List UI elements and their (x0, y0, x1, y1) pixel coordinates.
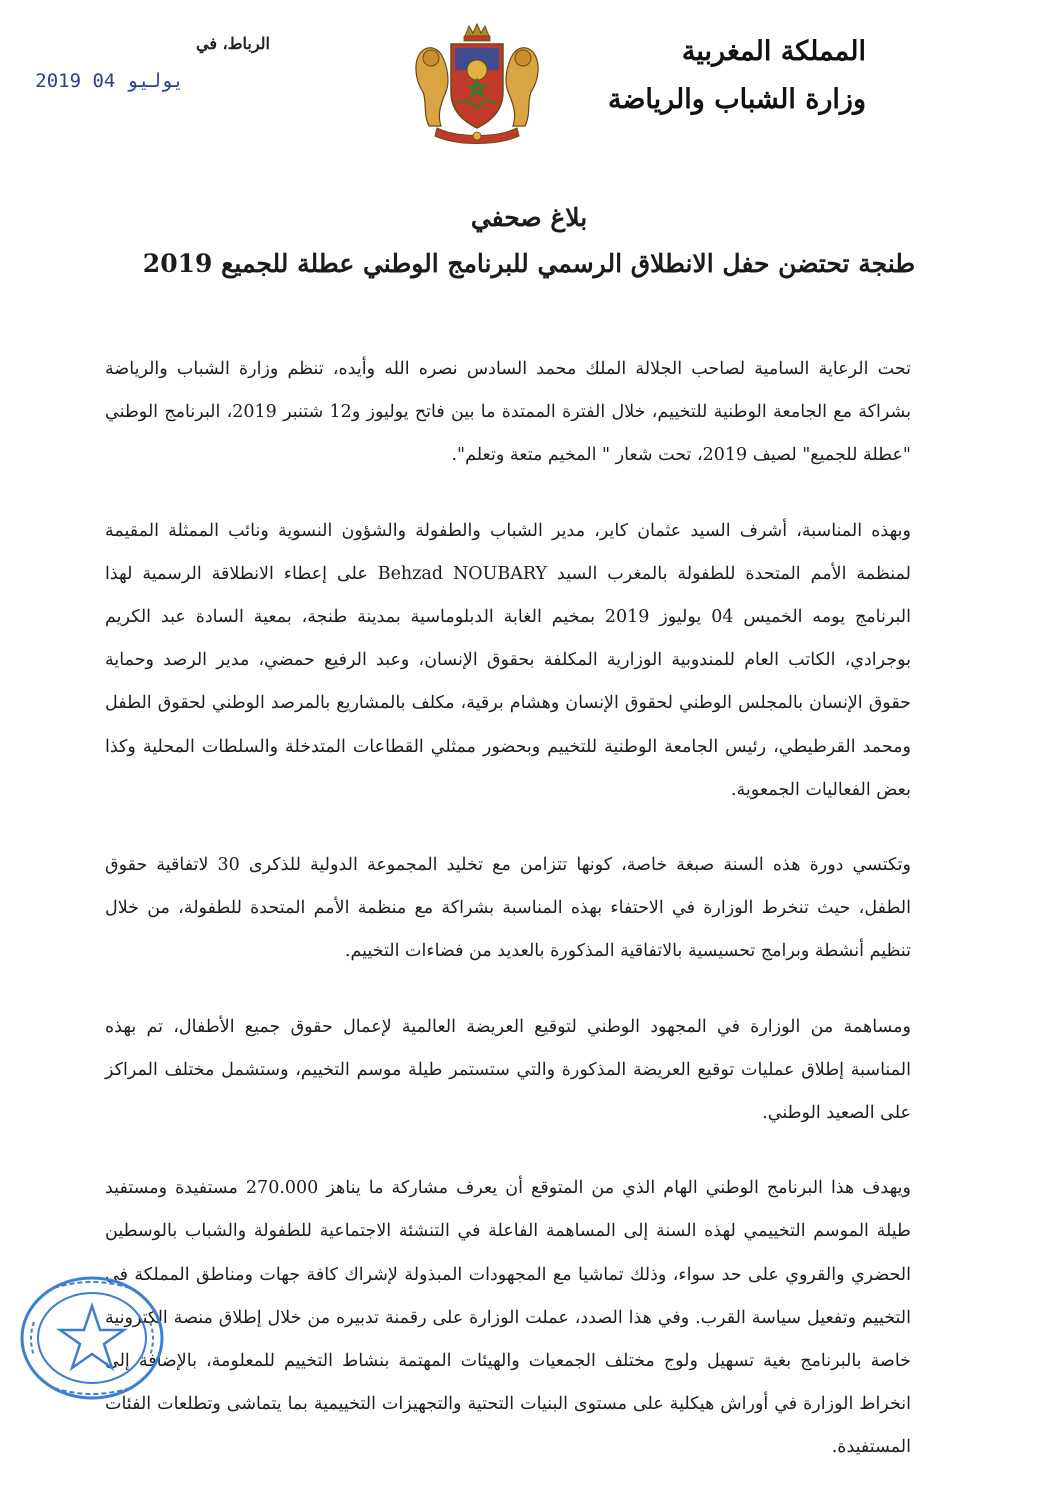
ministry-name: وزارة الشباب والرياضة (608, 84, 866, 115)
document-titles (120, 198, 938, 284)
paragraph: تحت الرعاية السامية لصاحب الجلالة الملك محمد السادس نصره الله وأيده، تنظم وزارة الشباب والرياضة بشراكة مع الجامعة الوطنية للتخييم، خلال الفترة الممتدة ما بين فاتح يوليوز و12 شتنبر 2019، البرنامج الوطني "عطلة للجميع" لصيف 2019، تحت شعار " المخيم متعة وتعلم". (105, 359, 911, 466)
kingdom-name: المملكة المغربية (681, 36, 866, 67)
document-body (105, 348, 911, 1502)
paragraph: ومساهمة من الوزارة في المجهود الوطني لتوقيع العريضة العالمية لإعمال حقوق جميع الأطفال، تم بهذه المناسبة إطلاق عمليات توقيع العريضة المذكورة والتي ستستمر طيلة موسم التخييم، وستشمل مختلف المراكز على الصعيد الوطني. (105, 1016, 911, 1124)
paragraph: وتكتسي دورة هذه السنة صبغة خاصة، كونها تتزامن مع تخليد المجموعة الدولية للذكرى 30 لاتفاقية حقوق الطفل، حيث تنخرط الوزارة في الاحتفاء بهذه المناسبة بشراكة مع منظمة الأمم المتحدة للطفولة، من خلال تنظيم أنشطة وبرامج تحسيسية بالاتفاقية المذكورة بالعديد من فضاءات التخييم. (105, 855, 911, 962)
paragraph: وبهذه المناسبة، أشرف السيد عثمان كاير، مدير الشباب والطفولة والشؤون النسوية ونائب الممثلة المقيمة لمنظمة الأمم المتحدة للطفولة بالمغرب السيد Behzad NOUBARY على إعطاء الانطلاقة الرسمية لهذا البرنامج يومه الخميس 04 يوليوز 2019 بمخيم الغابة الدبلوماسية بمدينة طنجة، بمعية السادة عبد الكريم بوجرادي، الكاتب العام للمندوبية الوزارية المكلفة بحقوق الإنسان، وعبد الرفيع حمضي، مدير الرصد وحماية حقوق الإنسان بالمجلس الوطني لحقوق الإنسان وهشام برقية، مكلف بالمشاريع بالمرصد الوطني لحقوق الطفل ومحمد القرطيطي، رئيس الجامعة الوطنية للتخييم وبحضور ممثلي القطاعات المتدخلة والسلطات المحلية وكذا بعض الفعاليات الجمعوية. (105, 520, 911, 800)
document-type-title: بلاغ صحفي (470, 203, 588, 232)
seal-stamp-icon (14, 1272, 174, 1404)
coat-of-arms-icon (407, 22, 547, 147)
paragraph: ويهدف هذا البرنامج الوطني الهام الذي من المتوقع أن يعرف مشاركة ما يناهز 270.000 مستفيدة ومستفيد طيلة الموسم التخييمي لهذه السنة إلى المساهمة الفاعلة في التنشئة الاجتماعية للطفولة والشباب بالوسطين الحضري والقروي على حد سواء، وذلك تماشيا مع المجهودات المبذولة لإشراك كافة جهات ومناطق المملكة في التخييم وتفعيل سياسة القرب. وفي هذا الصدد، عملت الوزارة على رقمنة تدبيره من خلال إطلاق منصة الكترونية خاصة بالبرنامج بغية تسهيل ولوج مختلف الجمعيات والهيئات المهتمة بنشاط التخييم للمعلومة، بالإضافة إلى انخراط الوزارة في أوراش هيكلية على مستوى البنيات التحتية والتجهيزات التخييمية بما يتماشى وتطلعات الفئات المستفيدة. (105, 1178, 912, 1458)
place-and-date (35, 34, 270, 92)
document-main-title: طنجة تحتضن حفل الانطلاق الرسمي للبرنامج الوطني عطلة للجميع 2019 (142, 249, 916, 278)
place-label: الرباط، في (196, 34, 270, 53)
ministry-header (608, 30, 866, 122)
date-stamp: 2019 يوليو 04 (35, 70, 184, 92)
